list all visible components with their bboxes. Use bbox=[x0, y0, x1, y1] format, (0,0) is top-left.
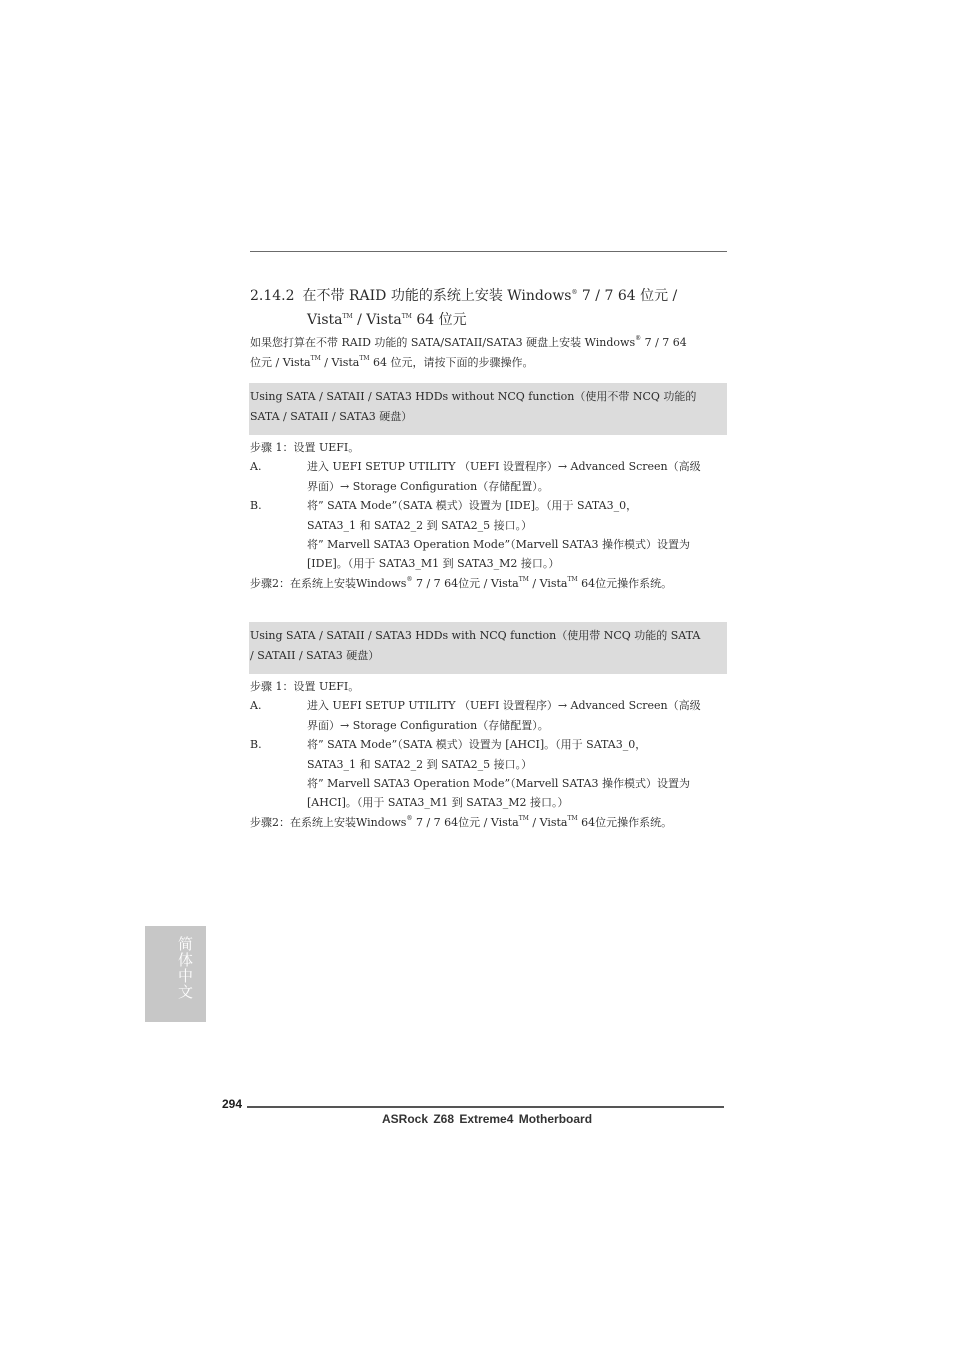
section1-b-line3: 将” Marvell SATA3 Operation Mode”（Marvell SATA3 操作模式）设置为 bbox=[307, 538, 690, 552]
intro-paragraph bbox=[250, 333, 728, 373]
footer-product-name: ASRock Z68 Extreme4 Motherboard bbox=[382, 1112, 593, 1126]
heading-vista-2: / Vista bbox=[352, 312, 402, 328]
section1-steps bbox=[250, 438, 730, 593]
intro-text-a: 如果您打算在不带 RAID 功能的 SATA/SATAII/SATA3 硬盘上安装 Windows bbox=[250, 336, 636, 349]
section1-a-line2: 界面）→ Storage Configuration（存储配置）。 bbox=[307, 479, 549, 493]
trademark-mark: TM bbox=[567, 814, 578, 822]
section2-label-a: A. bbox=[250, 699, 262, 713]
section2-step2-c: / Vista bbox=[528, 815, 568, 829]
section2-b-line4: [AHCI]。（用于 SATA3_M1 到 SATA3_M2 接口。） bbox=[307, 796, 569, 810]
trademark-mark: TM bbox=[518, 814, 529, 822]
trademark-mark: TM bbox=[359, 355, 370, 362]
top-rule bbox=[250, 251, 727, 252]
intro-text-d: / Vista bbox=[320, 356, 360, 369]
intro-text-c: 位元 / Vista bbox=[250, 356, 311, 369]
section1-step1: 步骤 1：设置 UEFI。 bbox=[250, 441, 360, 454]
trademark-mark: TM bbox=[401, 313, 412, 320]
section2-step2-a: 步骤2：在系统上安装Windows bbox=[250, 815, 407, 829]
section1-title-box bbox=[249, 383, 727, 435]
section1-step2-c: / Vista bbox=[528, 576, 568, 590]
intro-text-e: 64 位元，请按下面的步骤操作。 bbox=[369, 356, 534, 369]
heading-number: 2.14.2 bbox=[250, 288, 295, 304]
section1-title-line2: SATA / SATAII / SATA3 硬盘） bbox=[250, 410, 413, 423]
section1-b-line4: [IDE]。（用于 SATA3_M1 到 SATA3_M2 接口。） bbox=[307, 557, 560, 571]
language-tab-label: 简体中文 bbox=[176, 936, 194, 1000]
heading-vista-1: Vista bbox=[307, 312, 343, 328]
section2-title-line2: / SATAII / SATA3 硬盘） bbox=[250, 649, 380, 662]
section2-title-line1: Using SATA / SATAII / SATA3 HDDs with NCQ function（使用带 NCQ 功能的 SATA bbox=[250, 629, 701, 642]
section-heading bbox=[250, 284, 730, 332]
section2-b-line3: 将” Marvell SATA3 Operation Mode”（Marvell SATA3 操作模式）设置为 bbox=[307, 777, 690, 791]
section2-a-line2: 界面）→ Storage Configuration（存储配置）。 bbox=[307, 718, 549, 732]
section1-step2-d: 64位元操作系统。 bbox=[577, 576, 673, 590]
section2-step1: 步骤 1：设置 UEFI。 bbox=[250, 680, 360, 693]
registered-mark: ® bbox=[406, 814, 413, 822]
section1-b-line2: SATA3_1 和 SATA2_2 到 SATA2_5 接口。） bbox=[307, 518, 533, 532]
trademark-mark: TM bbox=[342, 313, 353, 320]
registered-mark: ® bbox=[406, 575, 413, 583]
section1-a-line1: 进入 UEFI SETUP UTILITY （UEFI 设置程序）→ Advanced Screen（高级 bbox=[307, 460, 701, 474]
heading-64bit: 64 位元 bbox=[411, 312, 467, 328]
heading-line1: 在不带 RAID 功能的系统上安装 Windows bbox=[302, 288, 572, 304]
section1-label-a: A. bbox=[250, 460, 262, 474]
section1-step2-a: 步骤2：在系统上安装Windows bbox=[250, 576, 407, 590]
section2-step2-d: 64位元操作系统。 bbox=[577, 815, 673, 829]
trademark-mark: TM bbox=[310, 355, 321, 362]
section1-label-b: B. bbox=[250, 499, 262, 513]
page-number: 294 bbox=[222, 1097, 243, 1111]
section2-a-line1: 进入 UEFI SETUP UTILITY （UEFI 设置程序）→ Advanced Screen（高级 bbox=[307, 699, 701, 713]
section1-title-line1: Using SATA / SATAII / SATA3 HDDs without NCQ function（使用不带 NCQ 功能的 bbox=[250, 390, 697, 403]
section2-steps bbox=[250, 677, 730, 832]
trademark-mark: TM bbox=[567, 575, 578, 583]
heading-line2 bbox=[250, 308, 730, 332]
intro-text-b: 7 / 7 64 bbox=[641, 336, 687, 349]
section2-title-box bbox=[249, 622, 727, 674]
trademark-mark: TM bbox=[518, 575, 529, 583]
section2-b-line2: SATA3_1 和 SATA2_2 到 SATA2_5 接口。） bbox=[307, 757, 533, 771]
bottom-rule bbox=[247, 1106, 724, 1108]
section2-b-line1: 将” SATA Mode”（SATA 模式）设置为 [AHCI]。（用于 SATA3_0， bbox=[307, 738, 647, 752]
section2-label-b: B. bbox=[250, 738, 262, 752]
section2-step2-b: 7 / 7 64位元 / Vista bbox=[412, 815, 519, 829]
registered-mark: ® bbox=[635, 335, 642, 342]
heading-line1-tail: 7 / 7 64 位元 / bbox=[577, 288, 678, 304]
section1-step2-b: 7 / 7 64位元 / Vista bbox=[412, 576, 519, 590]
registered-mark: ® bbox=[571, 289, 578, 296]
section1-b-line1: 将” SATA Mode”（SATA 模式）设置为 [IDE]。（用于 SATA3_0， bbox=[307, 499, 638, 513]
